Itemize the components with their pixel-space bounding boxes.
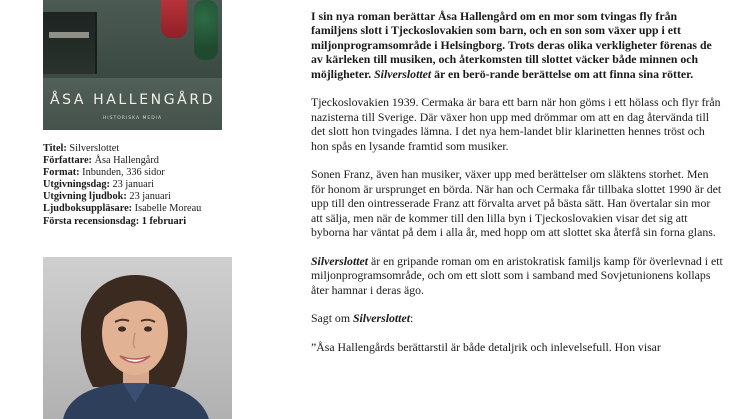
meta-row-release-date <box>43 179 243 191</box>
meta-value: Åsa Hallengård <box>94 155 159 167</box>
reviews-heading-title: Silverslottet <box>352 311 410 326</box>
author-portrait-illustration <box>43 257 232 419</box>
meta-row-format <box>43 167 243 179</box>
cover-piano-illustration <box>43 12 97 74</box>
book-title-emphasis: Silverslottet <box>311 253 369 268</box>
cover-red-dress-illustration <box>161 0 187 38</box>
meta-value: Isabelle Moreau <box>134 203 202 215</box>
reviews-heading-prefix: Sagt om <box>311 311 350 326</box>
reviews-heading <box>311 311 723 325</box>
body-paragraph-3 <box>311 254 723 297</box>
cover-publisher-name: HISTORISKA MEDIA <box>102 116 163 121</box>
meta-label: Ljudboksuppläsare: <box>43 203 133 215</box>
book-cover-image <box>43 0 222 130</box>
review-quote: ”Åsa Hallengårds berättarstil är både detaljrik och inlevelsefull. Hon visar <box>311 340 661 355</box>
meta-label: Utgivningsdag: <box>43 179 110 191</box>
meta-label: Utgivning ljudbok: <box>43 191 127 203</box>
meta-label: Första recensionsdag: <box>43 215 140 227</box>
lead-text: I sin nya roman berättar Åsa Hallengård om en mor som tvingas fly från familjens slott i Tjeckoslovakien som barn, och en son som växer upp i ett miljonprogramsområde i Helsingborg. Trots deras olika verkligheter förenas de av kärleken till musiken, och återkomsten till slottet väcker både minnen och möjligheter. <box>311 9 712 81</box>
body-paragraph-3-text: är en gripande roman om en aristokratisk familjs kamp för överlevnad i ett miljonprogramsområde, och om ett slott som i samband med Sovjetunionens kollaps åter hamnar i deras ägo. <box>311 253 723 297</box>
meta-value: 1 februari <box>141 215 187 227</box>
lead-text-end: är en berö-rande berättelse om att finna sina rötter. <box>434 66 694 81</box>
meta-label: Författare: <box>43 155 92 167</box>
meta-row-audiobook-date <box>43 191 243 203</box>
press-release-text <box>311 9 723 369</box>
author-photo <box>43 257 232 419</box>
meta-row-narrator <box>43 203 243 215</box>
meta-label: Format: <box>43 167 80 179</box>
meta-value: Inbunden, 336 sidor <box>82 167 165 179</box>
meta-value: Silverslottet <box>69 143 120 154</box>
meta-value: 23 januari <box>129 191 171 203</box>
lead-paragraph <box>311 9 723 81</box>
meta-label: Titel: <box>43 143 67 154</box>
cover-author-name: ÅSA HALLENGÅRD <box>49 92 216 108</box>
body-paragraph-2: Sonen Franz, även han musiker, växer upp med berättelser om släktens storhet. Men för honom är ursprunget en börda. När han och Cermaka får tillbaka slottet 1990 är det upp till den ointresserade Franz att förvalta arvet på bästa sätt. Han övertalar sin mor att sälja, men när de kommer till den lilla byn i Tjeckoslovakien visar det sig att byborna har väntat på dem i alla år, med hopp om att slottet ska återfå sin forna glans. <box>311 167 722 240</box>
meta-row-review-date <box>43 216 243 228</box>
body-paragraph-1: Tjeckoslovakien 1939. Cermaka är bara ett barn när hon göms i ett hölass och flyr från nazisterna till Sverige. Där växer hon upp med drömmar om att en dag återvända till det slott hon tvingades lämna. I det nya hem-landet blir klarinetten hennes tröst och hon spås en lysande framtid som musiker. <box>311 95 721 153</box>
meta-row-author <box>43 155 243 167</box>
meta-row-title <box>43 143 243 155</box>
book-metadata <box>43 143 243 228</box>
reviews-heading-suffix: : <box>409 311 414 326</box>
meta-value: 23 januari <box>112 179 154 191</box>
cover-plant-illustration <box>194 0 218 60</box>
lead-book-title: Silverslottet <box>374 66 432 81</box>
